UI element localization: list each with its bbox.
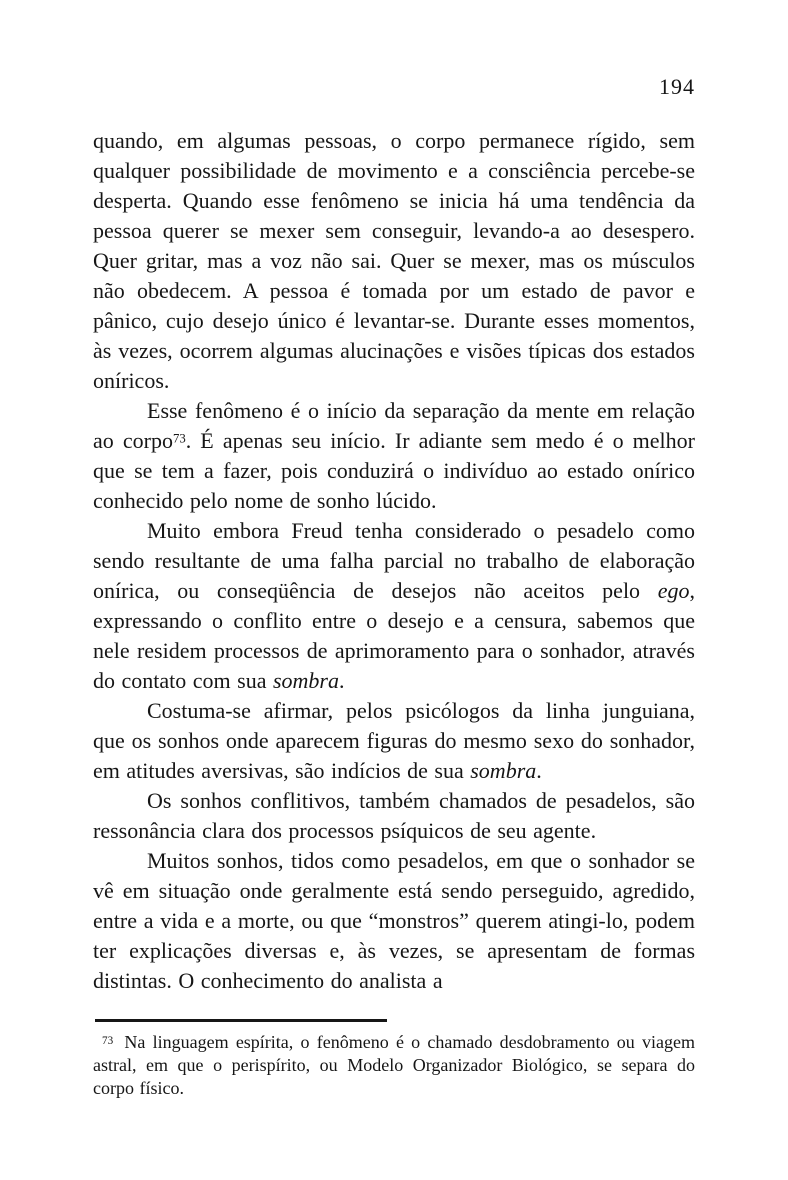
paragraph xyxy=(93,516,695,696)
text-run: Muito embora Freud tenha considerado o pesadelo como sendo resultante de uma falha parcial no trabalho de elaboração onírica, ou conseqüência de desejos não aceitos pelo xyxy=(93,518,695,603)
text-run: , expressando o conflito entre o desejo e a censura, sabemos que nele residem processos de aprimoramento para o sonhador, através do contato com sua xyxy=(93,578,695,693)
text-run: Muitos sonhos, tidos como pesadelos, em que o sonhador se vê em situação onde geralmente está sendo perseguido, agredido, entre a vida e a morte, ou que “monstros” querem atingi-lo, podem ter explicações diversas e, às vezes, se apresentam de formas distintas. O conhecimento do analista a xyxy=(93,848,695,993)
footnote-marker: 73 xyxy=(102,1034,114,1047)
footnote-separator xyxy=(95,1019,387,1022)
text-run: . xyxy=(338,668,345,693)
paragraph xyxy=(93,846,695,996)
text-run: Os sonhos conflitivos, também chamados de pesadelos, são ressonância clara dos processos psíquicos de seu agente. xyxy=(93,788,695,843)
paragraph xyxy=(93,396,695,516)
text-run: Esse fenômeno é o início da separação da mente em relação ao corpo xyxy=(93,398,695,453)
footnote-text: Na linguagem espírita, o fenômeno é o chamado desdobramento ou viagem astral, em que o perispírito, ou Modelo Organizador Biológico, se separa do corpo físico. xyxy=(93,1032,695,1098)
paragraph xyxy=(93,786,695,846)
page-number: 194 xyxy=(659,74,695,99)
footnote-paragraph xyxy=(93,1031,695,1100)
text-run: quando, em algumas pessoas, o corpo permanece rígido, sem qualquer possibilidade de movimento e a consciência percebe-se desperta. Quando esse fenômeno se inicia há uma tendência da pessoa querer se mexer sem conseguir, levando-a ao desespero. Quer gritar, mas a voz não sai. Quer se mexer, mas os músculos não obedecem. A pessoa é tomada por um estado de pavor e pânico, cujo desejo único é levantar-se. Durante esses momentos, às vezes, ocorrem algumas alucinações e visões típicas dos estados oníricos. xyxy=(93,128,695,393)
body-text xyxy=(93,126,695,996)
paragraph xyxy=(93,696,695,786)
text-run: . xyxy=(536,758,542,783)
text-run: . É apenas seu início. Ir adiante sem medo é o melhor que se tem a fazer, pois conduzirá o indivíduo ao estado onírico conhecido pelo nome de sonho lúcido. xyxy=(93,428,695,513)
italic-text: sombra xyxy=(272,668,339,693)
footnote-ref: 73 xyxy=(172,431,186,446)
italic-text: ego xyxy=(657,578,690,603)
italic-text: sombra xyxy=(470,758,537,783)
paragraph xyxy=(93,126,695,396)
text-run: Costuma-se afirmar, pelos psicólogos da linha junguiana, que os sonhos onde aparecem figuras do mesmo sexo do sonhador, em atitudes aversivas, são indícios de sua xyxy=(93,698,695,783)
footnote xyxy=(93,1019,695,1100)
